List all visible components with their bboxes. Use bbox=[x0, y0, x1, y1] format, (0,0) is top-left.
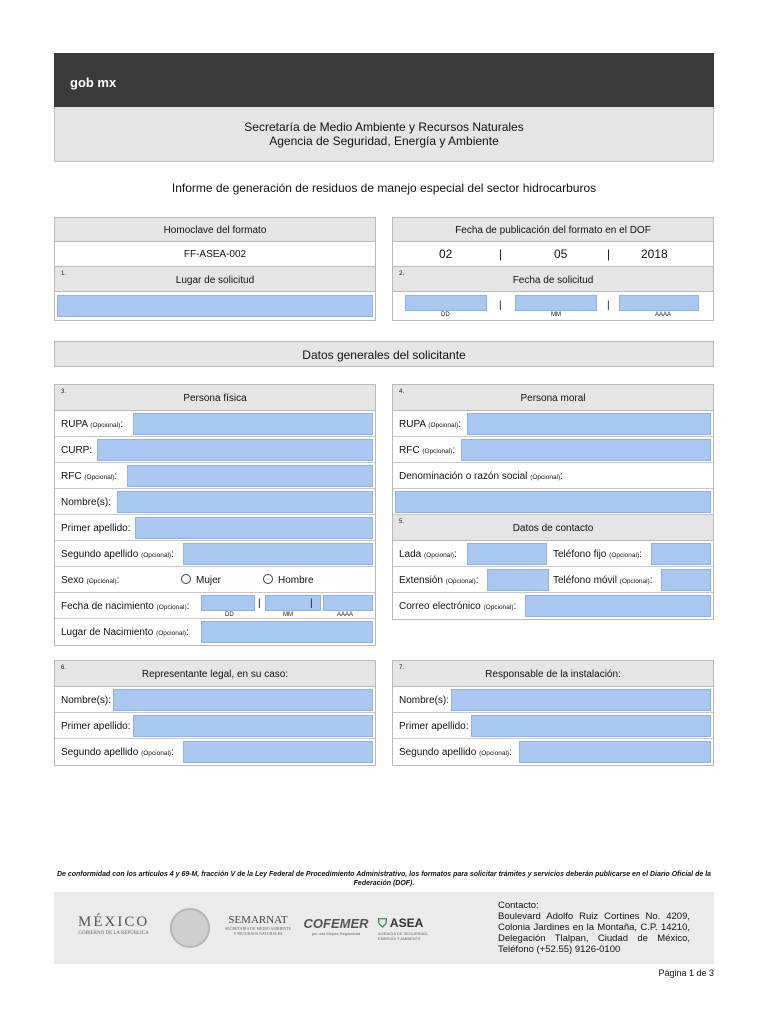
ct-extension-input[interactable] bbox=[487, 569, 549, 591]
ct-correo-input[interactable] bbox=[525, 595, 711, 617]
pf-sexo-row: Sexo (Opcional): Mujer Hombre bbox=[55, 567, 375, 593]
publicacion-date bbox=[393, 242, 713, 267]
ct-lada-input[interactable] bbox=[467, 543, 547, 565]
agencia-name: Agencia de Seguridad, Energía y Ambiente bbox=[269, 134, 499, 148]
gob-mx-bar bbox=[54, 53, 714, 107]
ct-tel-movil-input[interactable] bbox=[661, 569, 711, 591]
pf-nombre-row: Nombre(s): bbox=[55, 489, 375, 515]
rl-primer-row: Primer apellido: bbox=[55, 713, 375, 739]
asea-shield-icon: ⛉ bbox=[378, 916, 388, 930]
persona-moral-box bbox=[392, 384, 714, 620]
pf-rupa-input[interactable] bbox=[133, 413, 373, 435]
ct-extension-row: Extensión (Opcional): Teléfono móvil (Opcional): bbox=[393, 567, 713, 593]
fs-mm-label: MM bbox=[551, 312, 561, 318]
pub-month: 05 bbox=[554, 247, 568, 261]
pf-nac-year-input[interactable] bbox=[323, 595, 373, 611]
pm-denominacion-input-row bbox=[393, 489, 713, 515]
footer-logos bbox=[54, 892, 714, 964]
fecha-solicitud-header: 2. Fecha de solicitud bbox=[393, 267, 713, 292]
pf-primer-input[interactable] bbox=[135, 517, 373, 539]
rl-segundo-input[interactable] bbox=[183, 741, 373, 763]
pf-segundo-row: Segundo apellido (Opcional): bbox=[55, 541, 375, 567]
pf-primer-row: Primer apellido: bbox=[55, 515, 375, 541]
semarnat-logo: SEMARNAT SECRETARÍA DE MEDIO AMBIENTE Y RECURSOS NATURALES bbox=[224, 914, 291, 936]
section-datos-generales: Datos generales del solicitante bbox=[54, 341, 714, 367]
persona-fisica-header: 3. Persona física bbox=[55, 385, 375, 411]
lugar-solicitud-input[interactable] bbox=[57, 295, 373, 317]
pub-day: 02 bbox=[439, 247, 453, 261]
contacto-header: 5. Datos de contacto bbox=[393, 515, 713, 541]
fs-sep-1: | bbox=[499, 300, 502, 311]
representante-header: 6. Representante legal, en su caso: bbox=[55, 661, 375, 687]
ct-tel-fijo-input[interactable] bbox=[651, 543, 711, 565]
lugar-solicitud-header: 1. Lugar de solicitud bbox=[55, 267, 375, 292]
contact-block: Contacto: Boulevard Adolfo Ruiz Cortines No. 4209, Colonia Jardines en la Montaña, C.P. 14210, Delegación Tlalpan, Ciudad de México, Teléfono (+52.55) 9126-0100 bbox=[498, 900, 690, 955]
pf-nombre-input[interactable] bbox=[117, 491, 373, 513]
pf-rfc-input[interactable] bbox=[127, 465, 373, 487]
pub-sep-1: | bbox=[499, 247, 503, 261]
pm-rupa-input[interactable] bbox=[467, 413, 711, 435]
radio-circle-icon bbox=[181, 574, 191, 584]
legal-notice: De conformidad con los artículos 4 y 69-M, fracción V de la Ley Federal de Procedimiento Administrativo, los formatos para solicitar trámites y servicios deberán publicarse en el Diario Oficial de la Federación (DOF). bbox=[56, 871, 712, 887]
homoclave-box bbox=[54, 217, 376, 321]
pub-year: 2018 bbox=[641, 247, 668, 261]
persona-moral-header: 4. Persona moral bbox=[393, 385, 713, 411]
publicacion-box bbox=[392, 217, 714, 321]
gob-mx-logo: gob mx bbox=[70, 75, 117, 90]
secretaria-name: Secretaría de Medio Ambiente y Recursos Naturales bbox=[244, 120, 524, 134]
cofemer-logo: COFEMER por una Mejora Regulatoria bbox=[303, 916, 369, 936]
rl-nombre-row: Nombre(s): bbox=[55, 687, 375, 713]
fecha-solicitud-year-input[interactable] bbox=[619, 295, 699, 311]
fs-sep-2: | bbox=[607, 300, 610, 311]
rl-nombre-input[interactable] bbox=[113, 689, 373, 711]
ri-segundo-input[interactable] bbox=[519, 741, 711, 763]
pm-rupa-row: RUPA (Opcional): bbox=[393, 411, 713, 437]
ri-primer-input[interactable] bbox=[471, 715, 711, 737]
fecha-solicitud-day-input[interactable] bbox=[405, 295, 487, 311]
ri-segundo-row: Segundo apellido (Opcional): bbox=[393, 739, 713, 765]
pf-nac-day-input[interactable] bbox=[201, 595, 255, 611]
fs-aaaa-label: AAAA bbox=[655, 312, 672, 318]
mexico-logo: MÉXICO GOBIERNO DE LA REPÚBLICA bbox=[78, 914, 150, 936]
pm-rfc-input[interactable] bbox=[461, 439, 711, 461]
rl-segundo-row: Segundo apellido (Opcional): bbox=[55, 739, 375, 765]
pf-lugar-nac-input[interactable] bbox=[201, 621, 373, 643]
rl-primer-input[interactable] bbox=[133, 715, 373, 737]
pf-curp-row: CURP: bbox=[55, 437, 375, 463]
fs-dd-label: DD bbox=[441, 312, 450, 318]
homoclave-value: FF-ASEA-002 bbox=[55, 242, 375, 267]
fecha-solicitud-month-input[interactable] bbox=[515, 295, 597, 311]
pm-denominacion-input[interactable] bbox=[395, 491, 711, 513]
radio-hombre[interactable]: Hombre bbox=[263, 574, 314, 586]
radio-mujer[interactable]: Mujer bbox=[181, 574, 221, 586]
representante-box bbox=[54, 660, 376, 766]
homoclave-label: Homoclave del formato bbox=[55, 218, 375, 242]
pm-denominacion-row: Denominación o razón social (Opcional): bbox=[393, 463, 713, 489]
pf-curp-input[interactable] bbox=[97, 439, 373, 461]
pf-lugar-nac-row: Lugar de Nacimiento (Opcional): bbox=[55, 619, 375, 645]
ct-lada-row: Lada (Opcional): Teléfono fijo (Opcional): bbox=[393, 541, 713, 567]
pub-sep-2: | bbox=[607, 247, 611, 261]
agency-header bbox=[54, 107, 714, 162]
responsable-header: 7. Responsable de la instalación: bbox=[393, 661, 713, 687]
form-title: Informe de generación de residuos de manejo especial del sector hidrocarburos bbox=[171, 181, 597, 195]
ri-nombre-input[interactable] bbox=[451, 689, 711, 711]
pf-nacimiento-row: Fecha de nacimiento (Opcional): | | DD MM AAAA bbox=[55, 593, 375, 619]
responsable-box bbox=[392, 660, 714, 766]
pm-rfc-row: RFC (Opcional): bbox=[393, 437, 713, 463]
page-number: Página 1 de 3 bbox=[658, 968, 714, 978]
persona-fisica-box bbox=[54, 384, 376, 646]
ri-nombre-row: Nombre(s): bbox=[393, 687, 713, 713]
ct-correo-row: Correo electrónico (Opcional): bbox=[393, 593, 713, 619]
pf-rupa-row: RUPA (Opcional): bbox=[55, 411, 375, 437]
pf-segundo-input[interactable] bbox=[183, 543, 373, 565]
coat-of-arms-icon bbox=[170, 908, 210, 948]
asea-logo: ⛉ ASEA AGENCIA DE SEGURIDAD, ENERGÍA Y AMBIENTE bbox=[378, 916, 429, 941]
pf-rfc-row: RFC (Opcional): bbox=[55, 463, 375, 489]
publicacion-label: Fecha de publicación del formato en el DOF bbox=[393, 218, 713, 242]
ri-primer-row: Primer apellido: bbox=[393, 713, 713, 739]
radio-circle-icon bbox=[263, 574, 273, 584]
